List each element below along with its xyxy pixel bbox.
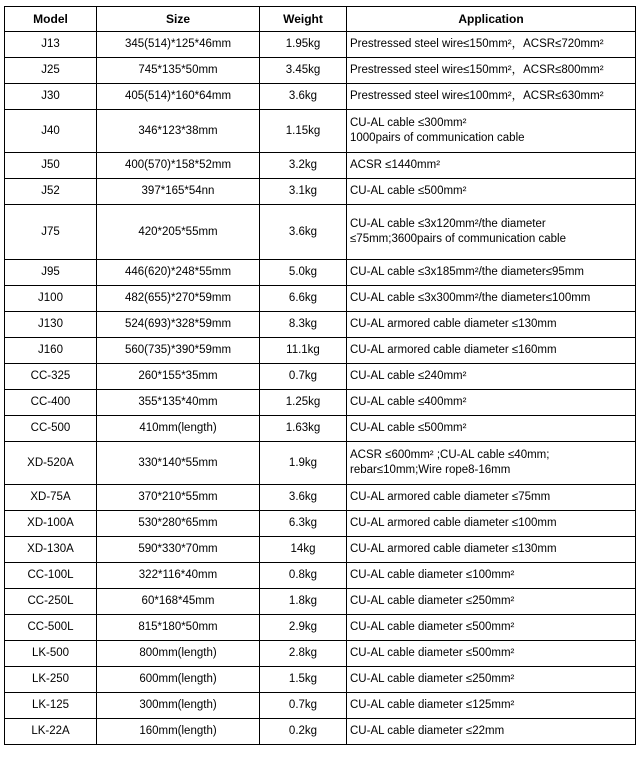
cell-weight: 0.7kg	[260, 364, 347, 390]
table-row	[5, 485, 636, 511]
cell-application: CU-AL cable ≤400mm²	[347, 390, 636, 416]
cell-weight: 1.5kg	[260, 667, 347, 693]
cell-model: LK-22A	[5, 719, 97, 745]
cell-application: CU-AL armored cable diameter ≤130mm	[347, 537, 636, 563]
cell-weight: 1.8kg	[260, 589, 347, 615]
cell-application: CU-AL armored cable diameter ≤100mm	[347, 511, 636, 537]
cell-model: J50	[5, 153, 97, 179]
cell-application: CU-AL armored cable diameter ≤75mm	[347, 485, 636, 511]
cell-model: J75	[5, 205, 97, 260]
table-row	[5, 58, 636, 84]
cell-model: J160	[5, 338, 97, 364]
cell-model: LK-125	[5, 693, 97, 719]
cell-model: CC-100L	[5, 563, 97, 589]
cell-model: CC-325	[5, 364, 97, 390]
cell-weight: 1.25kg	[260, 390, 347, 416]
cell-model: XD-75A	[5, 485, 97, 511]
table-row	[5, 442, 636, 485]
table-row	[5, 32, 636, 58]
cell-size: 446(620)*248*55mm	[97, 260, 260, 286]
cell-application: CU-AL cable diameter ≤500mm²	[347, 641, 636, 667]
cell-size: 160mm(length)	[97, 719, 260, 745]
cell-application: CU-AL armored cable diameter ≤130mm	[347, 312, 636, 338]
table-row	[5, 416, 636, 442]
cell-weight: 11.1kg	[260, 338, 347, 364]
cell-weight: 1.15kg	[260, 110, 347, 153]
cell-model: CC-250L	[5, 589, 97, 615]
cell-model: XD-100A	[5, 511, 97, 537]
cell-model: J25	[5, 58, 97, 84]
table-row	[5, 719, 636, 745]
table-row	[5, 537, 636, 563]
product-spec-table	[4, 6, 636, 745]
cell-size: 355*135*40mm	[97, 390, 260, 416]
cell-application: ACSR ≤600mm² ;CU-AL cable ≤40mm; rebar≤10mm;Wire rope8-16mm	[347, 442, 636, 485]
cell-weight: 3.6kg	[260, 84, 347, 110]
cell-weight: 6.6kg	[260, 286, 347, 312]
table-row	[5, 179, 636, 205]
cell-size: 590*330*70mm	[97, 537, 260, 563]
cell-application: ACSR ≤1440mm²	[347, 153, 636, 179]
cell-size: 260*155*35mm	[97, 364, 260, 390]
cell-application: CU-AL cable ≤500mm²	[347, 416, 636, 442]
table-row	[5, 260, 636, 286]
cell-weight: 3.1kg	[260, 179, 347, 205]
table-row	[5, 390, 636, 416]
cell-model: LK-500	[5, 641, 97, 667]
cell-model: CC-500L	[5, 615, 97, 641]
cell-size: 346*123*38mm	[97, 110, 260, 153]
cell-size: 370*210*55mm	[97, 485, 260, 511]
cell-model: LK-250	[5, 667, 97, 693]
cell-weight: 3.45kg	[260, 58, 347, 84]
cell-application: CU-AL cable diameter ≤100mm²	[347, 563, 636, 589]
cell-weight: 1.9kg	[260, 442, 347, 485]
cell-model: CC-500	[5, 416, 97, 442]
cell-weight: 3.6kg	[260, 205, 347, 260]
cell-model: XD-130A	[5, 537, 97, 563]
table-row	[5, 153, 636, 179]
table-row	[5, 563, 636, 589]
cell-weight: 2.9kg	[260, 615, 347, 641]
table-row	[5, 589, 636, 615]
table-row	[5, 312, 636, 338]
cell-application: CU-AL cable diameter ≤125mm²	[347, 693, 636, 719]
table-body	[5, 32, 636, 745]
cell-application: Prestressed steel wire≤100mm²，ACSR≤630mm²	[347, 84, 636, 110]
cell-application: CU-AL cable diameter ≤250mm²	[347, 667, 636, 693]
cell-model: XD-520A	[5, 442, 97, 485]
cell-application: CU-AL cable diameter ≤250mm²	[347, 589, 636, 615]
table-header-row	[5, 7, 636, 32]
table-row	[5, 364, 636, 390]
cell-weight: 14kg	[260, 537, 347, 563]
cell-size: 530*280*65mm	[97, 511, 260, 537]
header-model: Model	[5, 7, 97, 32]
cell-size: 800mm(length)	[97, 641, 260, 667]
cell-application: CU-AL cable diameter ≤22mm	[347, 719, 636, 745]
cell-application: CU-AL cable ≤240mm²	[347, 364, 636, 390]
cell-application: CU-AL cable diameter ≤500mm²	[347, 615, 636, 641]
cell-size: 405(514)*160*64mm	[97, 84, 260, 110]
cell-application: CU-AL cable ≤3x120mm²/the diameter ≤75mm;3600pairs of communication cable	[347, 205, 636, 260]
cell-application: CU-AL cable ≤300mm² 1000pairs of communication cable	[347, 110, 636, 153]
cell-model: J30	[5, 84, 97, 110]
table-row	[5, 205, 636, 260]
table-row	[5, 667, 636, 693]
cell-size: 420*205*55mm	[97, 205, 260, 260]
cell-size: 482(655)*270*59mm	[97, 286, 260, 312]
cell-weight: 6.3kg	[260, 511, 347, 537]
cell-application: CU-AL cable ≤3x185mm²/the diameter≤95mm	[347, 260, 636, 286]
cell-weight: 0.7kg	[260, 693, 347, 719]
cell-weight: 1.63kg	[260, 416, 347, 442]
cell-weight: 2.8kg	[260, 641, 347, 667]
cell-application: Prestressed steel wire≤150mm²，ACSR≤720mm²	[347, 32, 636, 58]
cell-model: J40	[5, 110, 97, 153]
cell-application: Prestressed steel wire≤150mm²，ACSR≤800mm²	[347, 58, 636, 84]
cell-model: J52	[5, 179, 97, 205]
table-row	[5, 338, 636, 364]
cell-model: J130	[5, 312, 97, 338]
cell-weight: 0.8kg	[260, 563, 347, 589]
cell-weight: 8.3kg	[260, 312, 347, 338]
header-size: Size	[97, 7, 260, 32]
cell-weight: 1.95kg	[260, 32, 347, 58]
cell-model: J13	[5, 32, 97, 58]
cell-size: 322*116*40mm	[97, 563, 260, 589]
cell-size: 560(735)*390*59mm	[97, 338, 260, 364]
cell-weight: 5.0kg	[260, 260, 347, 286]
cell-size: 815*180*50mm	[97, 615, 260, 641]
cell-size: 600mm(length)	[97, 667, 260, 693]
cell-weight: 0.2kg	[260, 719, 347, 745]
cell-size: 524(693)*328*59mm	[97, 312, 260, 338]
cell-size: 400(570)*158*52mm	[97, 153, 260, 179]
header-weight: Weight	[260, 7, 347, 32]
table-row	[5, 511, 636, 537]
cell-weight: 3.6kg	[260, 485, 347, 511]
cell-model: J95	[5, 260, 97, 286]
table-row	[5, 286, 636, 312]
cell-application: CU-AL cable ≤3x300mm²/the diameter≤100mm	[347, 286, 636, 312]
cell-model: CC-400	[5, 390, 97, 416]
cell-size: 60*168*45mm	[97, 589, 260, 615]
table-row	[5, 641, 636, 667]
header-application: Application	[347, 7, 636, 32]
cell-size: 345(514)*125*46mm	[97, 32, 260, 58]
table-row	[5, 110, 636, 153]
table-row	[5, 693, 636, 719]
table-row	[5, 615, 636, 641]
cell-application: CU-AL cable ≤500mm²	[347, 179, 636, 205]
cell-size: 330*140*55mm	[97, 442, 260, 485]
cell-weight: 3.2kg	[260, 153, 347, 179]
cell-size: 397*165*54nn	[97, 179, 260, 205]
cell-size: 745*135*50mm	[97, 58, 260, 84]
cell-size: 300mm(length)	[97, 693, 260, 719]
table-row	[5, 84, 636, 110]
cell-size: 410mm(length)	[97, 416, 260, 442]
cell-application: CU-AL armored cable diameter ≤160mm	[347, 338, 636, 364]
cell-model: J100	[5, 286, 97, 312]
